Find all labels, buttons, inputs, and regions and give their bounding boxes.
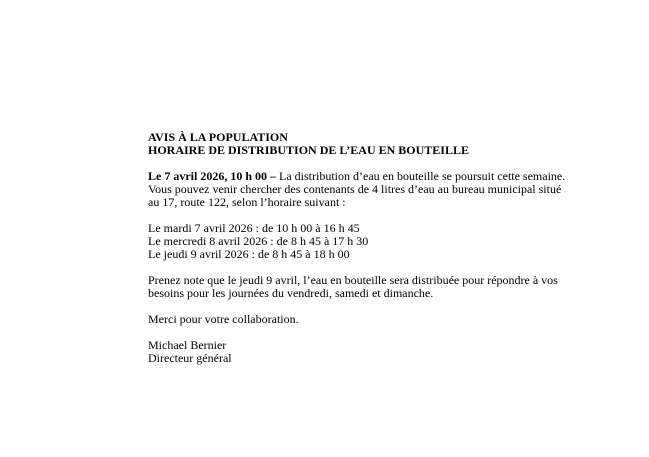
signature-name: Michael Bernier: [148, 338, 227, 352]
signature-title: Directeur général: [148, 351, 232, 365]
schedule-wednesday: Le mercredi 8 avril 2026 : de 8 h 45 à 17 h 30: [148, 234, 369, 248]
intro-body: La distribution d’eau en bouteille se poursuit cette semaine. Vous pouvez venir chercher des contenants de 4 litres d’eau au bureau municipal situé au 17, route 122, selon l’horaire suivant :: [148, 169, 566, 209]
intro-date-lead: Le 7 avril 2026, 10 h 00 –: [148, 169, 276, 183]
schedule-thursday: Le jeudi 9 avril 2026 : de 8 h 45 à 18 h 00: [148, 247, 350, 261]
notice-document: [148, 131, 568, 365]
schedule-list: [148, 222, 568, 261]
thanks-line: Merci pour votre collaboration.: [148, 312, 299, 326]
intro-paragraph: [148, 170, 568, 209]
notice-subtitle: HORAIRE DE DISTRIBUTION DE L’EAU EN BOUTEILLE: [148, 143, 469, 157]
notice-heading: [148, 131, 568, 157]
notice-title: AVIS À LA POPULATION: [148, 130, 288, 144]
signature-block: [148, 339, 568, 365]
note-paragraph: Prenez note que le jeudi 9 avril, l’eau en bouteille sera distribuée pour répondre à vos besoins pour les journées du vendredi, samedi et dimanche.: [148, 273, 558, 300]
schedule-tuesday: Le mardi 7 avril 2026 : de 10 h 00 à 16 h 45: [148, 221, 360, 235]
